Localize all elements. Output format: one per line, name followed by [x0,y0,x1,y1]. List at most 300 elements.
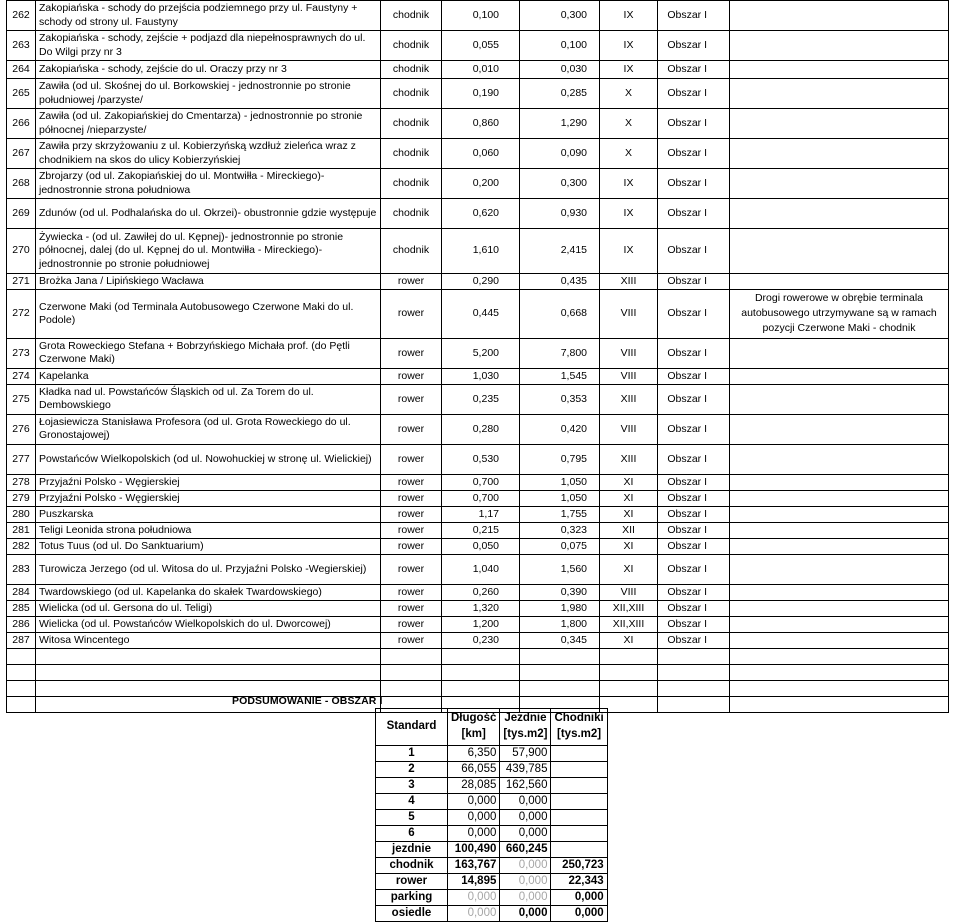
length-km-cell: 1,17 [442,506,520,522]
area-zone-cell: Obszar I [658,584,730,600]
area-zone-cell: Obszar I [658,139,730,169]
standard-class-cell: IX [600,169,658,199]
table-row [7,522,949,538]
road-name-cell [36,664,381,680]
surface-type-cell [381,648,442,664]
row-number-cell: 267 [7,139,36,169]
summary-row [376,826,608,842]
area-zone-cell: Obszar I [658,522,730,538]
summary-standard-cell: 3 [376,778,448,794]
row-number-cell: 274 [7,368,36,384]
standard-class-cell: XI [600,474,658,490]
standard-class-cell: VIII [600,368,658,384]
table-row [7,584,949,600]
area-tys-m2-cell: 0,100 [520,31,600,61]
table-row [7,538,949,554]
standard-class-cell: XIII [600,274,658,290]
standard-class-cell [600,648,658,664]
road-name-cell: Grota Roweckiego Stefana + Bobrzyńskiego Michała prof. (do Pętli Czerwone Maki) [36,338,381,368]
row-number-cell: 280 [7,506,36,522]
summary-row [376,874,608,890]
standard-class-cell [600,696,658,712]
surface-type-cell: rower [381,600,442,616]
surface-type-cell: rower [381,554,442,584]
remark-empty-cell [730,474,949,490]
length-km-cell: 0,235 [442,384,520,414]
remark-empty-cell [730,506,949,522]
summary-standard-cell: 6 [376,826,448,842]
row-number-cell: 277 [7,444,36,474]
surface-type-cell: rower [381,368,442,384]
road-name-cell: Twardowskiego (od ul. Kapelanka do skałek Twardowskiego) [36,584,381,600]
standard-class-cell: IX [600,199,658,229]
area-tys-m2-cell [520,680,600,696]
surface-type-cell: chodnik [381,199,442,229]
summary-header-length: Długość [km] [448,709,500,746]
area-zone-cell: Obszar I [658,444,730,474]
area-tys-m2-cell: 0,285 [520,79,600,109]
summary-row [376,746,608,762]
table-row [7,414,949,444]
remark-empty-cell [730,31,949,61]
summary-length-cell: 6,350 [448,746,500,762]
row-number-cell: 273 [7,338,36,368]
area-tys-m2-cell: 1,050 [520,474,600,490]
surface-type-cell: chodnik [381,139,442,169]
table-row [7,368,949,384]
remark-empty-cell [730,600,949,616]
summary-sidewalks-cell: 250,723 [551,858,607,874]
length-km-cell: 0,215 [442,522,520,538]
area-tys-m2-cell: 1,290 [520,109,600,139]
standard-class-cell: XI [600,490,658,506]
row-number-cell [7,664,36,680]
area-zone-cell [658,648,730,664]
area-zone-cell: Obszar I [658,31,730,61]
surface-type-cell: rower [381,474,442,490]
area-zone-cell: Obszar I [658,79,730,109]
summary-roadways-cell: 0,000 [500,858,551,874]
length-km-cell: 0,055 [442,31,520,61]
surface-type-cell: rower [381,584,442,600]
row-number-cell: 286 [7,616,36,632]
remark-empty-cell [730,368,949,384]
remark-empty-cell [730,538,949,554]
summary-row [376,794,608,810]
table-row [7,600,949,616]
table-row [7,229,949,274]
standard-class-cell: XIII [600,384,658,414]
standard-class-cell: IX [600,61,658,79]
remark-empty-cell [730,169,949,199]
road-name-cell: Czerwone Maki (od Terminala Autobusowego Czerwone Maki do ul. Podole) [36,290,381,339]
road-name-cell: Totus Tuus (od ul. Do Sanktuarium) [36,538,381,554]
standard-class-cell: XI [600,538,658,554]
area-zone-cell: Obszar I [658,229,730,274]
area-zone-cell [658,680,730,696]
table-row [7,290,949,339]
summary-sidewalks-cell [551,762,607,778]
summary-row [376,906,608,922]
table-row [7,79,949,109]
area-tys-m2-cell: 2,415 [520,229,600,274]
area-tys-m2-cell: 0,075 [520,538,600,554]
road-name-cell: Witosa Wincentego [36,632,381,648]
summary-sidewalks-cell [551,810,607,826]
length-km-cell: 0,290 [442,274,520,290]
area-zone-cell [658,696,730,712]
surface-type-cell: rower [381,538,442,554]
row-number-cell: 263 [7,31,36,61]
standard-class-cell: VIII [600,584,658,600]
road-name-cell: Zdunów (od ul. Podhalańska do ul. Okrzei)- obustronnie gdzie występuje [36,199,381,229]
length-km-cell: 1,040 [442,554,520,584]
summary-roadways-cell: 439,785 [500,762,551,778]
summary-roadways-cell: 0,000 [500,906,551,922]
road-name-cell: Żywiecka - (od ul. Zawiłej do ul. Kępnej)- jednostronnie po stronie północnej, dalej (do ul. Kępnej do ul. Montwiłła - Mireckiego)- jednostronnie po stronie południowej [36,229,381,274]
standard-class-cell: XI [600,506,658,522]
summary-roadways-cell: 0,000 [500,810,551,826]
remark-empty-cell [730,680,949,696]
length-km-cell: 0,190 [442,79,520,109]
length-km-cell [442,664,520,680]
surface-type-cell: chodnik [381,61,442,79]
remark-empty-cell [730,274,949,290]
summary-roadways-cell: 162,560 [500,778,551,794]
summary-length-cell: 100,490 [448,842,500,858]
area-tys-m2-cell: 0,795 [520,444,600,474]
table-row [7,384,949,414]
summary-title: PODSUMOWANIE - OBSZAR I [232,695,383,707]
length-km-cell: 0,060 [442,139,520,169]
remark-empty-cell [730,384,949,414]
remark-empty-cell [730,648,949,664]
remark-empty-cell [730,338,949,368]
summary-standard-cell: 4 [376,794,448,810]
row-number-cell: 266 [7,109,36,139]
summary-standard-cell: 5 [376,810,448,826]
table-row [7,31,949,61]
standard-class-cell: X [600,109,658,139]
standard-class-cell: IX [600,31,658,61]
area-zone-cell: Obszar I [658,274,730,290]
standard-class-cell: X [600,79,658,109]
row-number-cell: 279 [7,490,36,506]
row-number-cell: 275 [7,384,36,414]
remark-empty-cell [730,414,949,444]
surface-type-cell: rower [381,616,442,632]
area-zone-cell [658,664,730,680]
remark-empty-cell [730,664,949,680]
remark-empty-cell [730,522,949,538]
road-name-cell: Turowicza Jerzego (od ul. Witosa do ul. Przyjaźni Polsko -Wegierskiej) [36,554,381,584]
area-tys-m2-cell: 0,300 [520,1,600,31]
summary-standard-cell: 2 [376,762,448,778]
length-km-cell [442,648,520,664]
standard-class-cell: XI [600,554,658,584]
summary-row [376,762,608,778]
length-km-cell: 0,260 [442,584,520,600]
standard-class-cell: X [600,139,658,169]
summary-sidewalks-cell: 0,000 [551,906,607,922]
row-number-cell: 269 [7,199,36,229]
area-tys-m2-cell: 0,300 [520,169,600,199]
summary-row [376,890,608,906]
summary-header-sidewalks: Chodniki [tys.m2] [551,709,607,746]
summary-sidewalks-cell: 0,000 [551,890,607,906]
surface-type-cell [381,680,442,696]
area-zone-cell: Obszar I [658,506,730,522]
summary-length-cell: 0,000 [448,890,500,906]
area-tys-m2-cell: 1,560 [520,554,600,584]
area-zone-cell: Obszar I [658,1,730,31]
table-row [7,274,949,290]
remark-empty-cell [730,109,949,139]
road-name-cell: Zakopiańska - schody, zejście do ul. Oraczy przy nr 3 [36,61,381,79]
road-name-cell: Wielicka (od ul. Gersona do ul. Teligi) [36,600,381,616]
road-name-cell: Brożka Jana / Lipińskiego Wacława [36,274,381,290]
summary-length-cell: 0,000 [448,794,500,810]
surface-type-cell: rower [381,384,442,414]
summary-length-cell: 28,085 [448,778,500,794]
remark-empty-cell [730,1,949,31]
road-name-cell: Wielicka (od ul. Powstańców Wielkopolskich do ul. Dworcowej) [36,616,381,632]
summary-sidewalks-cell [551,778,607,794]
area-zone-cell: Obszar I [658,368,730,384]
row-number-cell [7,648,36,664]
summary-length-cell: 0,000 [448,826,500,842]
length-km-cell: 0,100 [442,1,520,31]
area-zone-cell: Obszar I [658,338,730,368]
summary-row [376,842,608,858]
area-tys-m2-cell: 0,353 [520,384,600,414]
row-number-cell: 272 [7,290,36,339]
length-km-cell: 0,700 [442,490,520,506]
summary-standard-cell: jezdnie [376,842,448,858]
standard-class-cell: XII,XIII [600,600,658,616]
table-row [7,109,949,139]
road-name-cell: Zbrojarzy (od ul. Zakopiańskiej do ul. Montwiłła - Mireckiego)- jednostronnie strona południowa [36,169,381,199]
length-km-cell: 1,200 [442,616,520,632]
roads-table [6,0,949,713]
road-name-cell: Powstańców Wielkopolskich (od ul. Nowohuckiej w stronę ul. Wielickiej) [36,444,381,474]
length-km-cell: 0,700 [442,474,520,490]
summary-standard-cell: osiedle [376,906,448,922]
length-km-cell: 0,280 [442,414,520,444]
standard-class-cell [600,664,658,680]
length-km-cell: 0,200 [442,169,520,199]
summary-header-row [376,709,608,746]
summary-sidewalks-cell [551,826,607,842]
row-number-cell: 262 [7,1,36,31]
road-name-cell [36,680,381,696]
summary-table [375,708,608,922]
summary-sidewalks-cell [551,746,607,762]
table-row [7,616,949,632]
surface-type-cell: rower [381,338,442,368]
length-km-cell [442,680,520,696]
area-zone-cell: Obszar I [658,61,730,79]
summary-standard-cell: 1 [376,746,448,762]
road-name-cell: Zakopiańska - schody, zejście + podjazd dla niepełnosprawnych do ul. Do Wilgi przy nr 3 [36,31,381,61]
area-tys-m2-cell: 0,345 [520,632,600,648]
remark-empty-cell [730,584,949,600]
remark-empty-cell [730,79,949,109]
surface-type-cell: chodnik [381,229,442,274]
surface-type-cell: chodnik [381,79,442,109]
remark-empty-cell [730,632,949,648]
row-number-cell [7,680,36,696]
remark-empty-cell [730,139,949,169]
row-number-cell: 285 [7,600,36,616]
standard-class-cell: IX [600,1,658,31]
area-tys-m2-cell [520,648,600,664]
row-number-cell: 276 [7,414,36,444]
table-row [7,1,949,31]
length-km-cell: 0,050 [442,538,520,554]
remark-empty-cell [730,696,949,712]
summary-standard-cell: chodnik [376,858,448,874]
table-row [7,554,949,584]
area-tys-m2-cell: 0,435 [520,274,600,290]
summary-sidewalks-cell: 22,343 [551,874,607,890]
remark-empty-cell [730,199,949,229]
road-name-cell: Teligi Leonida strona południowa [36,522,381,538]
table-row [7,664,949,680]
standard-class-cell: VIII [600,290,658,339]
area-zone-cell: Obszar I [658,616,730,632]
length-km-cell: 0,860 [442,109,520,139]
area-zone-cell: Obszar I [658,109,730,139]
surface-type-cell: rower [381,444,442,474]
surface-type-cell: chodnik [381,109,442,139]
table-row [7,444,949,474]
area-tys-m2-cell: 1,980 [520,600,600,616]
table-row [7,506,949,522]
summary-roadways-cell: 0,000 [500,794,551,810]
area-tys-m2-cell: 1,545 [520,368,600,384]
area-tys-m2-cell: 1,755 [520,506,600,522]
area-tys-m2-cell: 0,420 [520,414,600,444]
summary-roadways-cell: 660,245 [500,842,551,858]
row-number-cell: 268 [7,169,36,199]
surface-type-cell: rower [381,632,442,648]
row-number-cell: 278 [7,474,36,490]
remark-empty-cell [730,444,949,474]
area-zone-cell: Obszar I [658,169,730,199]
surface-type-cell: rower [381,414,442,444]
remark-empty-cell [730,229,949,274]
table-row [7,474,949,490]
summary-length-cell: 14,895 [448,874,500,890]
surface-type-cell: chodnik [381,31,442,61]
summary-length-cell: 66,055 [448,762,500,778]
surface-type-cell: rower [381,506,442,522]
surface-type-cell: chodnik [381,169,442,199]
remark-cell: Drogi rowerowe w obrębie terminala autobusowego utrzymywane są w ramach pozycji Czerwone Maki - chodnik [730,290,949,339]
summary-roadways-cell: 0,000 [500,826,551,842]
area-zone-cell: Obszar I [658,199,730,229]
length-km-cell: 0,445 [442,290,520,339]
road-name-cell: Kapelanka [36,368,381,384]
area-tys-m2-cell: 7,800 [520,338,600,368]
standard-class-cell: XII,XIII [600,616,658,632]
area-tys-m2-cell: 1,050 [520,490,600,506]
table-row [7,680,949,696]
surface-type-cell: rower [381,290,442,339]
summary-header-standard: Standard [376,709,448,746]
road-name-cell: Zakopiańska - schody do przejścia podziemnego przy ul. Faustyny + schody od strony ul. Faustyny [36,1,381,31]
standard-class-cell: VIII [600,338,658,368]
summary-standard-cell: rower [376,874,448,890]
remark-empty-cell [730,490,949,506]
summary-length-cell: 0,000 [448,906,500,922]
road-name-cell: Zawiła (od ul. Zakopiańskiej do Cmentarza) - jednostronnie po stronie północnej /nieparzyste/ [36,109,381,139]
road-name-cell: Łojasiewicza Stanisława Profesora (od ul. Grota Roweckiego do ul. Gronostajowej) [36,414,381,444]
road-name-cell: Przyjaźni Polsko - Węgierskiej [36,490,381,506]
area-zone-cell: Obszar I [658,632,730,648]
summary-length-cell: 0,000 [448,810,500,826]
area-tys-m2-cell: 0,930 [520,199,600,229]
standard-class-cell: VIII [600,414,658,444]
road-name-cell: Przyjaźni Polsko - Węgierskiej [36,474,381,490]
remark-empty-cell [730,554,949,584]
area-zone-cell: Obszar I [658,490,730,506]
table-row [7,632,949,648]
row-number-cell: 282 [7,538,36,554]
table-row [7,61,949,79]
summary-row [376,810,608,826]
standard-class-cell: XIII [600,444,658,474]
row-number-cell: 281 [7,522,36,538]
road-name-cell [36,648,381,664]
area-tys-m2-cell: 0,668 [520,290,600,339]
road-name-cell: Kładka nad ul. Powstańców Śląskich od ul. Za Torem do ul. Dembowskiego [36,384,381,414]
road-name-cell: Zawiła (od ul. Skośnej do ul. Borkowskiej - jednostronnie po stronie południowej /parzyste/ [36,79,381,109]
length-km-cell: 1,610 [442,229,520,274]
length-km-cell: 1,320 [442,600,520,616]
length-km-cell: 0,010 [442,61,520,79]
area-zone-cell: Obszar I [658,414,730,444]
standard-class-cell: IX [600,229,658,274]
standard-class-cell: XII [600,522,658,538]
area-tys-m2-cell: 0,390 [520,584,600,600]
row-number-cell: 287 [7,632,36,648]
area-tys-m2-cell: 0,030 [520,61,600,79]
summary-sidewalks-cell [551,842,607,858]
surface-type-cell: rower [381,522,442,538]
table-row [7,199,949,229]
surface-type-cell [381,664,442,680]
summary-roadways-cell: 57,900 [500,746,551,762]
summary-standard-cell: parking [376,890,448,906]
length-km-cell: 0,620 [442,199,520,229]
surface-type-cell: chodnik [381,1,442,31]
area-tys-m2-cell: 1,800 [520,616,600,632]
remark-empty-cell [730,61,949,79]
row-number-cell: 265 [7,79,36,109]
summary-row [376,858,608,874]
row-number-cell: 270 [7,229,36,274]
remark-empty-cell [730,616,949,632]
length-km-cell: 5,200 [442,338,520,368]
row-number-cell: 283 [7,554,36,584]
road-name-cell: Puszkarska [36,506,381,522]
summary-header-roadways: Jezdnie [tys.m2] [500,709,551,746]
table-row [7,338,949,368]
row-number-cell: 264 [7,61,36,79]
table-row [7,139,949,169]
